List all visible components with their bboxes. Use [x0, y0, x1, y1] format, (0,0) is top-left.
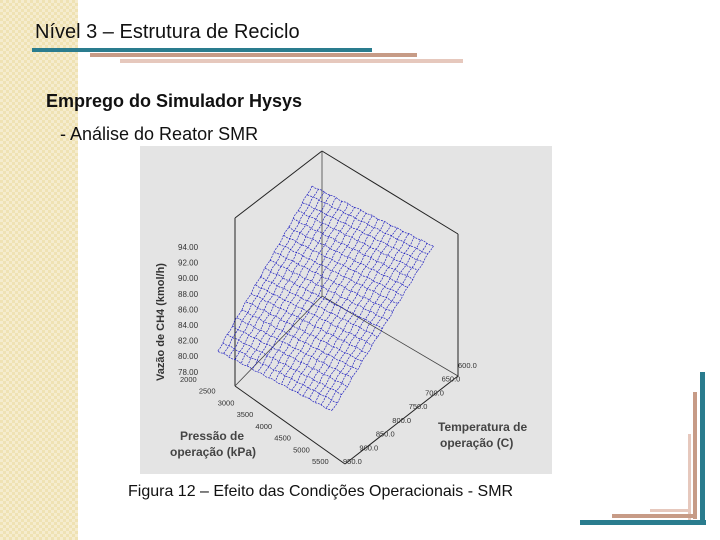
z-tick-label: 92.00 [178, 258, 199, 268]
z-tick-label: 84.00 [178, 321, 199, 330]
x-tick-label: 5500 [312, 457, 329, 466]
z-tick-label: 90.00 [178, 274, 199, 284]
figure-caption: Figura 12 – Efeito das Condições Operacionais - SMR [128, 483, 514, 500]
box-inner-edge [235, 296, 322, 386]
x-axis-label: Pressão de [180, 429, 245, 443]
x-tick-label: 3500 [236, 410, 254, 420]
z-tick-label: 78.00 [178, 367, 199, 377]
corner-rule-5 [612, 514, 697, 518]
y-tick-label: 700.0 [425, 388, 444, 398]
box-edge [322, 151, 458, 234]
corner-rule-4 [580, 520, 706, 525]
x-tick-label: 5000 [293, 445, 310, 455]
x-tick-label: 3000 [217, 398, 235, 408]
bullet-item: - Análise do Reator SMR [60, 124, 259, 144]
corner-rule-6 [650, 509, 690, 512]
z-tick-label: 88.00 [178, 289, 199, 299]
box-edge [235, 151, 322, 218]
surface-mesh-line [331, 246, 433, 411]
surface-chart [140, 146, 552, 474]
surface-mesh-line [326, 243, 427, 408]
x-tick-label: 4000 [255, 421, 273, 431]
surface-chart-svg [140, 146, 552, 474]
title-rule-teal [32, 48, 372, 52]
y-tick-label: 950.0 [343, 457, 362, 466]
z-tick-label: 86.00 [178, 305, 199, 315]
corner-rule-2 [693, 392, 697, 519]
x-axis-label: operação (kPa) [170, 445, 257, 459]
title-rule-light [120, 59, 463, 63]
surface-mesh-line [241, 198, 335, 363]
x-tick-label: 4500 [274, 433, 291, 443]
y-axis-label: Temperatura de [438, 420, 528, 434]
z-tick-label: 80.00 [178, 352, 199, 362]
y-tick-label: 900.0 [359, 443, 379, 453]
slide-title: Nível 3 – Estrutura de Reciclo [35, 21, 300, 43]
y-axis-label: operação (C) [440, 436, 514, 450]
y-tick-label: 850.0 [375, 429, 395, 439]
z-tick-label: 82.00 [178, 336, 199, 346]
corner-rule-1 [700, 372, 705, 524]
surface-mesh-line [235, 195, 330, 360]
surface-mesh-line [292, 225, 391, 390]
z-axis-label: Vazão de CH4 (kmol/h) [155, 263, 167, 381]
section-heading: Emprego do Simulador Hysys [46, 91, 303, 111]
x-tick-label: 2500 [198, 386, 216, 396]
y-tick-label: 750.0 [408, 402, 428, 412]
y-tick-label: 600.0 [458, 361, 477, 370]
y-tick-label: 650.0 [441, 374, 461, 384]
left-decorative-bar [0, 0, 78, 540]
title-rule-rose [90, 53, 417, 57]
x-tick-label: 2000 [180, 375, 197, 384]
y-tick-label: 800.0 [392, 415, 412, 425]
z-tick-label: 94.00 [178, 243, 199, 252]
